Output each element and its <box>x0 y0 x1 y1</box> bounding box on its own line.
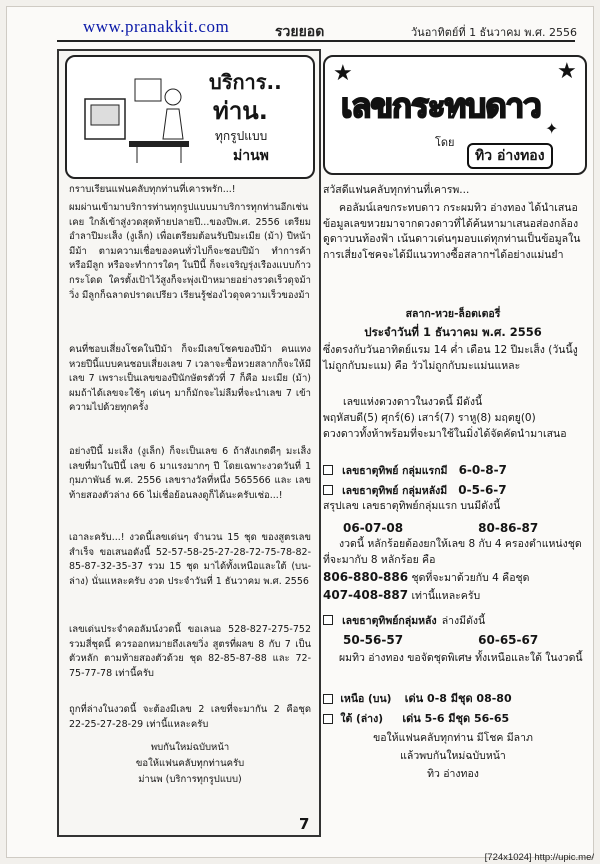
service-illustration-icon <box>77 69 197 165</box>
left-title-line1: บริการ.. <box>209 70 282 94</box>
combo-value: 06-07-08 <box>343 521 404 535</box>
combo-values-row <box>323 517 583 536</box>
right-signature: ทิว อ่างทอง <box>427 768 479 780</box>
group3-label: เลขธาตุทิพย์กลุ่มหลัง <box>342 615 437 627</box>
page-number: 7 <box>299 815 310 833</box>
magazine-page <box>6 6 594 858</box>
main-numbers-2: 407-408-887 <box>323 588 409 602</box>
bullet-icon <box>323 615 333 625</box>
south-row <box>323 709 583 727</box>
planets-list: พฤหัสบดี(5) ศุกร์(6) เสาร์(7) ราหู(8) มฤตยู(0) <box>323 412 536 424</box>
right-subtitle: โดย <box>435 136 455 149</box>
combo-value: 80-86-87 <box>478 521 539 535</box>
main-numbers2-note: เท่านี้แหละครับ <box>411 590 481 602</box>
draw-description: ซึ่งตรงกับวันอาทิตย์แรม 14 ค่ำ เดือน 12 ปีมะเส็ง (วันนี้งูไม่ถูกกับมะแม) คือ วัวไม่ถูกกับมะแม่นแหละ <box>323 344 578 372</box>
header-rule <box>57 40 575 42</box>
bullet-icon <box>323 485 333 495</box>
group3-tail: ล่างมีดังนี้ <box>441 615 486 627</box>
main-note: งวดนี้ หลักร้อยต้องยกให้เลข 8 กับ 4 ครองตำแหน่งชุดที่จะมากับ 8 หลักร้อย คือ <box>323 538 582 566</box>
main-numbers-note: ชุดที่จะมาด้วยกับ 4 คือชุด <box>411 572 530 584</box>
group3-value: 50-56-57 <box>343 633 404 647</box>
left-paragraph-5: เลขเด่นประจำคอลัมน์งวดนี้ ขอเลนอ 528-827-275-752 รวมสี่ชุดนี้ ควรออกหมายถึงเลขวิ่ง สูตรที่ผลข 8 กับ 7 เป็นตัวหลัก ตามท้ายสองตัวด้วย ชุด 82-85-87-88 และ 72-75-77-78 เท่านี้ครับ <box>69 624 311 679</box>
main-numbers: 806-880-886 <box>323 570 409 584</box>
star-icon: ✦ <box>545 119 559 138</box>
left-signature: ม่านพ (บริการทุกรูปแบบ) <box>138 774 242 785</box>
group1-label: เลขธาตุทิพย์ กลุ่มแรกมี <box>342 465 448 477</box>
north-label: เหนือ (บน) <box>340 693 392 705</box>
lottery-heading: สลาก-หวย-ล็อตเตอรี่ <box>405 308 501 320</box>
group1-value: 6-0-8-7 <box>458 463 507 477</box>
bullet-icon <box>323 714 333 724</box>
left-title-line2: ท่าน. <box>213 97 268 125</box>
left-column-header <box>65 55 315 179</box>
left-column <box>57 49 321 837</box>
right-title: เลขกระทบดาว <box>341 86 541 125</box>
main-numbers-row <box>323 569 583 586</box>
group3-values-row <box>323 629 583 648</box>
star-icon: ★ <box>557 59 577 84</box>
left-paragraph-1: ผมผ่านเข้ามาบริการท่านทุกรูปแบบมาบริการทุกท่านอีกเช่นเคย ใกล้เข้าสู่งวดสุดท้ายปลายปี...ของปีพ.ศ. 2556 เตรียมอำลาปีมะเส็ง (งูเล็ก) เพื่อเตรียมต้อนรับปีมะเมีย (ม้า) ปีหน้ามีม้า ตามความเชื่อของคนทั่วไปก็จะชอบปีม้า ทำการค้า หรือมีลูก หรือจะทำการใดๆ ในปีนี้ ก็จะเจริญรุ่งเรืองแบบก้าวกระโดด ใครตั้งเป้าไว้สูงก็จะพุ่งเป้าหมายอย่างรวดเร็วดุจม้าวิ่ง มีลูกก็ฉลาดปราดเปรียว เรียนรู้ช่องไวดุจความเร็วของม้า <box>69 202 311 301</box>
south-text: เด่น 5-6 มีชุด 56-65 <box>402 712 510 725</box>
image-footer: [724x1024] http://upic.me/ <box>484 852 594 863</box>
right-column <box>323 49 585 833</box>
bullet-icon <box>323 694 333 704</box>
star-icon: ★ <box>333 61 353 86</box>
left-paragraph-4: เอาละครับ...! งวดนี้เลขเด่นๆ จำนวน 15 ชุด ของสูตรเลขสำเร็จ ขอเสนอดังนี้ 52-57-58-25-27-28-72-75-78-82-85-87-32-35-37 รวม 15 ชุด มาได้ทั้งเหนือและใต้ (บน-ล่าง) นั่นแหละครับ งวด ประจำวันที่ 1 ธันวาคม พ.ศ. 2556 <box>69 532 311 587</box>
group2-row <box>323 479 583 499</box>
left-paragraph-3: อย่างปีนี้ มะเส็ง (งูเล็ก) ก็จะเป็นเลข 6 ถ้าสังเกตดีๆ มะเส็ง เลขที่มาในปีนี้ เลข 6 มาแรงมากๆ ปี โดยเฉพาะงวดวันที่ 1 กุมภาพันธ์ พ.ศ. 2556 เลขรางวัลที่หนึ่ง 565566 และ เลขท้ายสองตัวล่าง 66 ไม่เชื่อย้อนลงดูก็ได้นะครับเช่อ...! <box>69 446 311 501</box>
group2-value: 0-5-6-7 <box>458 483 507 497</box>
left-author: ม่านพ <box>233 148 269 164</box>
left-farewell-2: ขอให้แฟนคลับทุกท่านครับ <box>135 758 245 769</box>
group1-row <box>323 459 583 479</box>
planets-note: ดวงดาวทั้งห้าพร้อมที่จะมาใช้ในมิ่งได้จัดคัดนำมาเสนอ <box>323 428 567 440</box>
main-numbers2-row <box>323 587 583 604</box>
south-label: ใต้ (ล่าง) <box>340 713 383 725</box>
combo-intro: สรุปเลข เลขธาตุทิพย์กลุ่มแรก บนมีดังนี้ <box>323 500 501 512</box>
right-greeting: สวัสดีแฟนคลับทุกท่านที่เคารพ... <box>323 184 470 196</box>
website-url[interactable]: www.pranakkit.com <box>83 17 230 36</box>
group3-row <box>323 609 583 629</box>
north-row <box>323 689 583 707</box>
right-farewell: ขอให้แฟนคลับทุกท่าน มีโชค มีลาภ <box>373 732 533 744</box>
draw-date: ประจำวันที่ 1 ธันวาคม พ.ศ. 2556 <box>364 325 542 339</box>
bullet-icon <box>323 465 333 475</box>
magazine-brand: รวยยอด <box>275 24 325 40</box>
group3-value: 60-65-67 <box>478 633 539 647</box>
left-farewell: พบกันใหม่ฉบับหน้า <box>150 742 230 753</box>
right-author: ทิว อ่างทอง <box>467 143 553 169</box>
right-farewell-2: แล้วพบกันใหม่ฉบับหน้า <box>400 750 506 762</box>
group2-label: เลขธาตุทิพย์ กลุ่มหลังมี <box>342 485 448 497</box>
right-intro: คอลัมน์เลขกระทบดาว กระผมทิว อ่างทอง ได้นำเสนอข้อมูลเลขหวยมาจากดวงดาวที่ได้ค้นหามาเสนอส่องกล้องดูดาวบนท้องฟ้า เน้นดาวเด่นๆมอบแด่ทุกท่านเป็นข้อมูลในการเสี่ยงโชคจะได้มีแนวทางซื้อสลากฯได้อย่างแม่นยำ <box>323 202 581 261</box>
right-column-header <box>323 55 587 175</box>
left-paragraph-6: ถูกที่ล่างในงวดนี้ จะต้องมีเลข 2 เลขที่จะมากัน 2 คือชุด 22-25-27-28-29 เท่านี้แหละครับ <box>69 704 311 730</box>
north-text: เด่น 0-8 มีชุด 08-80 <box>404 692 512 705</box>
planets-intro: เลขแห่งดวงดาวในงวดนี้ มีดังนี้ <box>343 396 483 408</box>
issue-date: วันอาทิตย์ที่ 1 ธันวาคม พ.ศ. 2556 <box>411 26 577 39</box>
left-greeting: กราบเรียนแฟนคลับทุกท่านที่เคารพรัก...! <box>69 184 236 195</box>
left-paragraph-2: คนที่ชอบเสี่ยงโชคในปีม้า ก็จะมีเลขโชคของปีม้า คนแทงหวยปีนี้แบบคนชอบเสี่ยงเลข 7 เวลาจะซื้อหวยสลากก็จะให้มีเลข 7 เพราะเป็นเลขของปีนักษัตรตัวที่ 7 ก็คือ มะเมีย (ม้า) ผมถ้าได้เลขจะใช้ๆ เด่นๆ มาก็มักจะไม่ลืมที่จะนำเลข 7 เข้าความไปด้วยทุกครั้ง <box>69 344 311 414</box>
left-subtitle: ทุกรูปแบบ <box>215 129 268 143</box>
closing-note: ผมทิว อ่างทอง ขอจัดชุดพิเศษ ทั้งเหนือและใต้ ในงวดนี้ <box>339 652 583 664</box>
